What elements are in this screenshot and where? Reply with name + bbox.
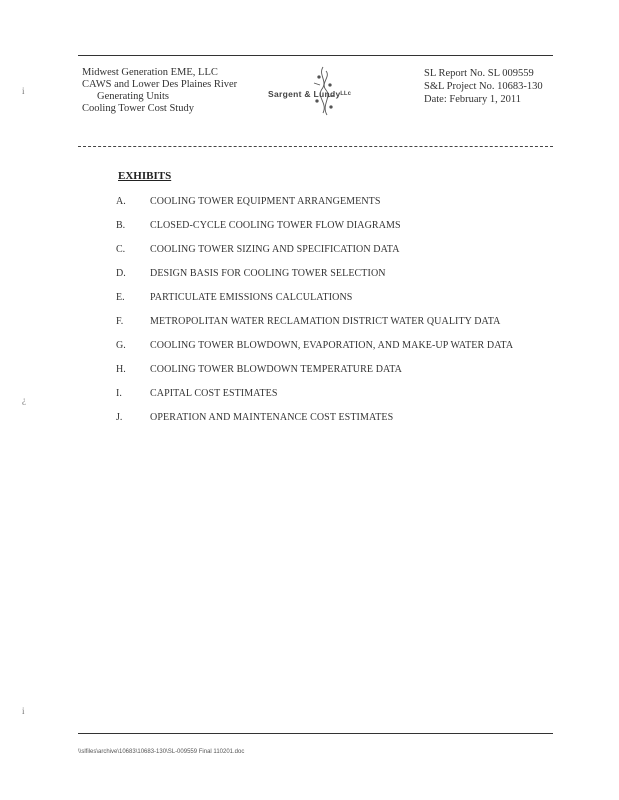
exhibit-title: COOLING TOWER EQUIPMENT ARRANGEMENTS [150, 196, 381, 207]
exhibit-title: CAPITAL COST ESTIMATES [150, 388, 278, 399]
margin-mark: i [22, 86, 25, 96]
exhibit-letter: H. [116, 364, 126, 375]
sargent-lundy-logo [268, 63, 388, 121]
report-date: Date: February 1, 2011 [424, 94, 522, 105]
report-number: SL Report No. SL 009559 [424, 68, 534, 79]
exhibit-letter: G. [116, 340, 126, 351]
exhibit-title: COOLING TOWER BLOWDOWN TEMPERATURE DATA [150, 364, 402, 375]
header-report-info [424, 67, 543, 106]
exhibit-title: COOLING TOWER SIZING AND SPECIFICATION DATA [150, 244, 400, 255]
footer-file-path: \\slfiles\archive\10683\10683-130\SL-009559 Final 110201.doc [78, 749, 245, 755]
exhibit-letter: F. [116, 316, 124, 327]
header-rule [78, 146, 553, 147]
exhibit-letter: C. [116, 244, 126, 255]
project-site: CAWS and Lower Des Plaines River [82, 79, 238, 90]
header-client-info [82, 67, 237, 115]
margin-mark: ¿ [22, 395, 26, 405]
study-title: Cooling Tower Cost Study [82, 103, 194, 114]
exhibit-letter: D. [116, 268, 126, 279]
footer-rule [78, 733, 553, 734]
exhibit-letter: J. [116, 412, 123, 423]
logo-wordmark: Sargent & Lundyᴸᴸᶜ [268, 89, 352, 99]
exhibit-title: PARTICULATE EMISSIONS CALCULATIONS [150, 292, 353, 303]
exhibit-letter: B. [116, 220, 126, 231]
project-number: S&L Project No. 10683-130 [424, 81, 543, 92]
exhibit-letter: A. [116, 196, 126, 207]
exhibit-title: DESIGN BASIS FOR COOLING TOWER SELECTION [150, 268, 386, 279]
exhibit-title: OPERATION AND MAINTENANCE COST ESTIMATES [150, 412, 394, 423]
top-rule [78, 55, 553, 56]
exhibit-title: COOLING TOWER BLOWDOWN, EVAPORATION, AND MAKE-UP WATER DATA [150, 340, 514, 351]
exhibits-heading: EXHIBITS [118, 170, 172, 182]
project-units: Generating Units [97, 91, 170, 102]
exhibit-letter: I. [116, 388, 122, 399]
margin-mark: i [22, 706, 25, 716]
exhibit-title: CLOSED-CYCLE COOLING TOWER FLOW DIAGRAMS [150, 220, 401, 231]
exhibit-letter: E. [116, 292, 125, 303]
exhibit-title: METROPOLITAN WATER RECLAMATION DISTRICT WATER QUALITY DATA [150, 316, 501, 327]
client-name: Midwest Generation EME, LLC [82, 67, 218, 78]
